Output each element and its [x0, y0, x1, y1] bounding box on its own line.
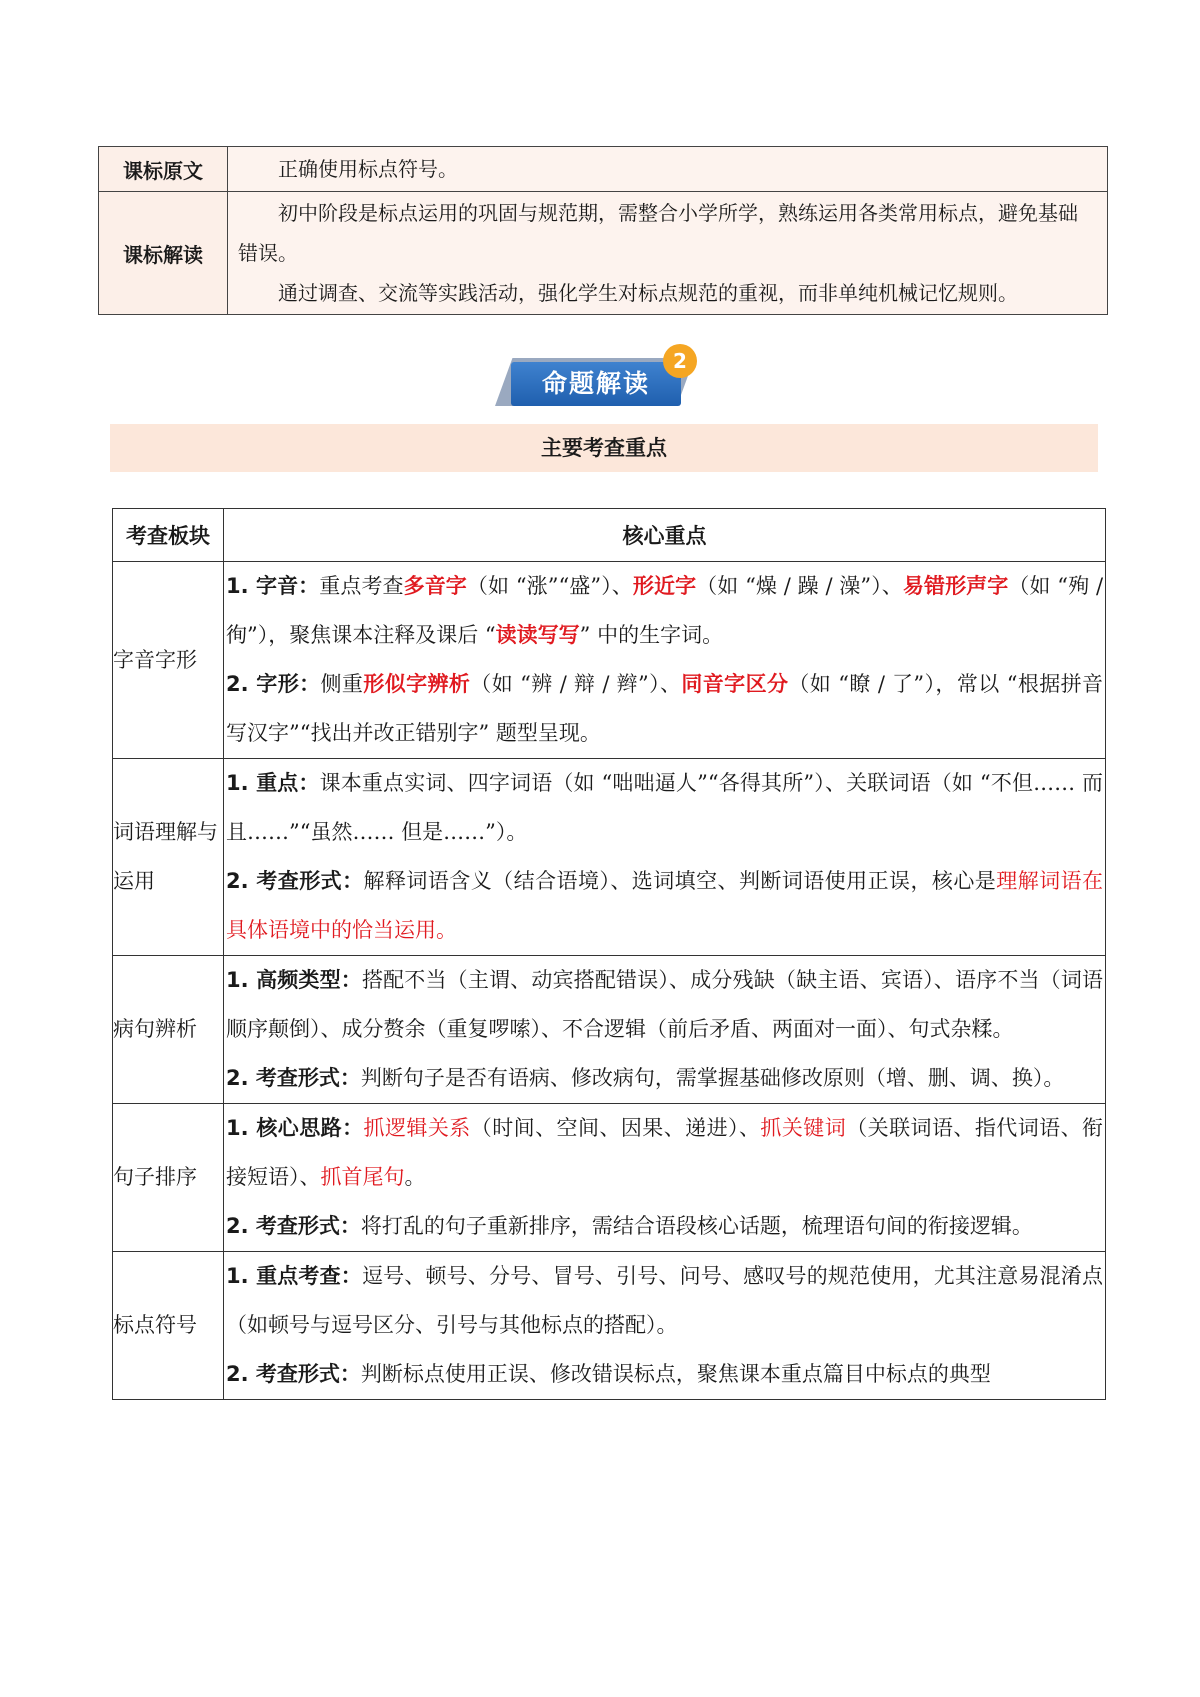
point-line: [226, 562, 1103, 660]
point-line: [226, 1054, 1103, 1103]
point-text: 课本重点实词、四字词语（如 “咄咄逼人”“各得其所”）、关联词语（如 “不但…… 而且……”“虽然…… 但是……”）。: [226, 771, 1103, 844]
point-line: [226, 1252, 1103, 1350]
point-text: 。: [404, 1165, 426, 1189]
point-text: （关联词语、指代词语、衔接短语）、: [226, 1116, 1104, 1189]
highlight-text: 读读写写: [495, 623, 580, 647]
point-line: [226, 1350, 1103, 1399]
interpretation-paragraph-2: 通过调查、交流等实践活动，强化学生对标点规范的重视，而非单纯机械记忆规则。: [278, 281, 1018, 305]
highlight-text: 抓逻辑关系: [363, 1116, 471, 1140]
point-text: （如 “瞭 / 了”），常以 “根据拼音写汉字”“找出并改正错别字” 题型呈现。: [226, 672, 1104, 745]
point-text: （时间、空间、因果、递进）、: [470, 1116, 761, 1140]
point-key: 1. 字音：: [226, 574, 320, 598]
highlight-text: 易错形声字: [902, 574, 1009, 598]
point-line: [226, 857, 1103, 955]
table-row: [113, 759, 1106, 956]
banner-number-badge: 2: [663, 344, 697, 378]
table-row: [113, 956, 1106, 1104]
section-banner: [495, 344, 705, 414]
point-text: 解释词语含义（结合语境）、选词填空、判断词语使用正误，核心是: [363, 869, 997, 893]
module-name: 词语理解与运用: [113, 759, 224, 956]
point-line: [226, 660, 1103, 758]
point-key: 1. 重点：: [226, 771, 320, 795]
point-key: 2. 考查形式：: [226, 1362, 361, 1386]
point-key: 2. 字形：: [226, 672, 321, 696]
header-module: 考查板块: [113, 509, 224, 562]
point-text: （如 “涨”“盛”）、: [466, 574, 633, 598]
point-key: 2. 考查形式：: [226, 1214, 361, 1238]
highlight-text: 理解词语在具体语境中的恰当运用。: [226, 869, 1104, 942]
point-line: [226, 1202, 1103, 1251]
point-text: 将打乱的句子重新排序，需结合语段核心话题，梳理语句间的衔接逻辑。: [360, 1214, 1033, 1238]
table-row: [113, 1104, 1106, 1252]
table-row: [113, 1252, 1106, 1400]
point-text: 重点考查: [319, 574, 404, 598]
section-title: 主要考查重点: [110, 424, 1098, 472]
module-name: 句子排序: [113, 1104, 224, 1252]
key-points-cell: [224, 956, 1106, 1104]
standards-interpretation-label: 课标解读: [99, 192, 228, 315]
highlight-text: 同音字区分: [681, 672, 789, 696]
table-header-row: [113, 509, 1106, 562]
point-line: [226, 759, 1103, 857]
highlight-text: 形近字: [632, 574, 697, 598]
interpretation-paragraph-1: 初中阶段是标点运用的巩固与规范期，需整合小学所学，熟练运用各类常用标点，避免基础错误。: [238, 201, 1078, 265]
key-points-cell: [224, 1252, 1106, 1400]
module-name: 病句辨析: [113, 956, 224, 1104]
key-points-cell: [224, 1104, 1106, 1252]
standards-original-label: 课标原文: [99, 147, 228, 192]
highlight-text: 形似字辨析: [363, 672, 471, 696]
point-text: 搭配不当（主谓、动宾搭配错误）、成分残缺（缺主语、宾语）、语序不当（词语顺序颠倒）、成分赘余（重复啰嗦）、不合逻辑（前后矛盾、两面对一面）、句式杂糅。: [226, 968, 1104, 1041]
point-key: 1. 高频类型：: [226, 968, 362, 992]
point-text: （如 “辨 / 辩 / 辫”）、: [470, 672, 682, 696]
key-points-table: [112, 508, 1106, 1400]
point-key: 1. 核心思路：: [226, 1116, 364, 1140]
point-text: （如 “燥 / 躁 / 澡”）、: [696, 574, 903, 598]
point-text: 侧重: [320, 672, 364, 696]
highlight-text: 多音字: [403, 574, 467, 598]
key-points-cell: [224, 562, 1106, 759]
point-key: 2. 考查形式：: [226, 869, 364, 893]
point-text: 逗号、顿号、分号、冒号、引号、问号、感叹号的规范使用，尤其注意易混淆点（如顿号与逗号区分、引号与其他标点的搭配）。: [226, 1264, 1103, 1337]
point-text: ” 中的生字词。: [579, 623, 724, 647]
point-key: 1. 重点考查：: [226, 1264, 362, 1288]
point-key: 2. 考查形式：: [226, 1066, 361, 1090]
header-key-points: 核心重点: [224, 509, 1106, 562]
module-name: 标点符号: [113, 1252, 224, 1400]
point-line: [226, 1104, 1103, 1202]
banner-title: 命题解读: [541, 369, 650, 398]
standards-interpretation-text: [228, 192, 1108, 315]
point-text: 判断标点使用正误、修改错误标点，聚焦课本重点篇目中标点的典型: [360, 1362, 991, 1386]
module-name: 字音字形: [113, 562, 224, 759]
curriculum-standards-table: [98, 146, 1108, 315]
point-text: （如 “殉 / 徇”），聚焦课本注释及课后 “: [226, 574, 1104, 647]
standards-original-text: 正确使用标点符号。: [228, 147, 1108, 192]
key-points-cell: [224, 759, 1106, 956]
highlight-text: 抓首尾句: [320, 1165, 405, 1189]
table-row: [113, 562, 1106, 759]
highlight-text: 抓关键词: [760, 1116, 847, 1140]
point-text: 判断句子是否有语病、修改病句，需掌握基础修改原则（增、删、调、换）。: [360, 1066, 1065, 1090]
point-line: [226, 956, 1103, 1054]
